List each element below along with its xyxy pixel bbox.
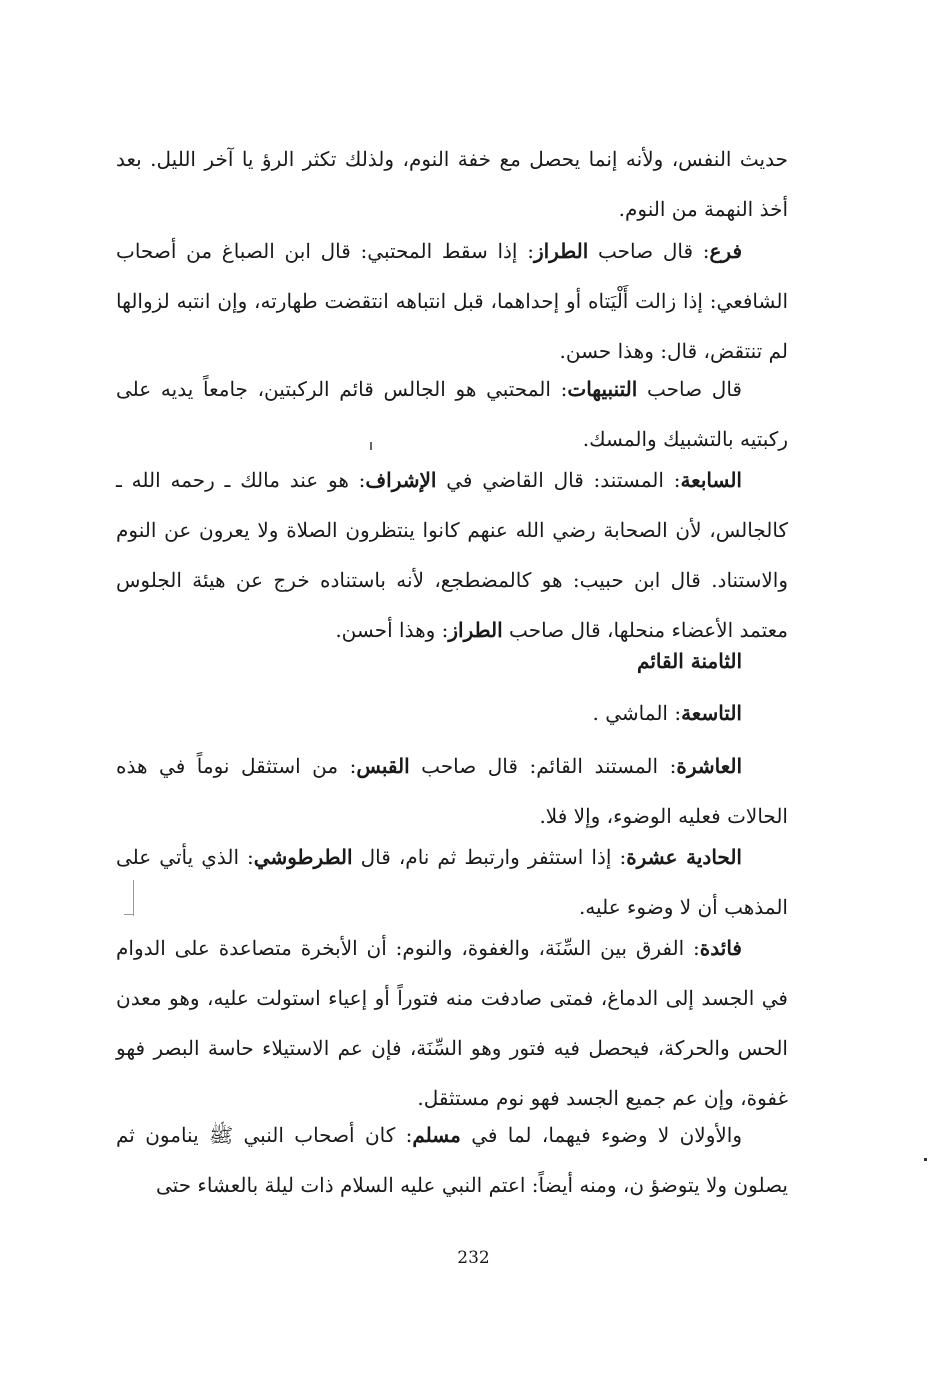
text-run: : وهذا أحسن. [335, 618, 449, 642]
scan-mark [133, 880, 134, 916]
text-run: : إذا استثفر وارتبط ثم نام، قال [352, 845, 627, 869]
text-run: : الذي يأتي على المذهب أن لا وضوء عليه. [116, 845, 788, 919]
paragraph [116, 226, 788, 376]
text-run: : المحتبي هو الجالس قائم الركبتين، جامعاً يديه على ركبتيه بالتشبيك والمسك. [116, 377, 788, 451]
book-title: القبس [356, 754, 410, 778]
scan-mark [124, 914, 134, 915]
body-text [116, 923, 788, 1123]
body-text [116, 364, 788, 464]
text-run: : قال صاحب [588, 239, 710, 263]
body-text [116, 636, 788, 686]
book-title: مسلم [412, 1123, 461, 1147]
body-text [116, 455, 788, 655]
text-run: : كان أصحاب النبي ﷺ ينامون ثم يصلون ولا يتوضؤ ن، ومنه أيضاً: اعتم النبي عليه السلام ذات ليلة بالعشاء حتى [116, 1123, 788, 1197]
text-run: : المستند: قال القاضي في [436, 468, 681, 492]
text-run: : هو عند مالك ـ رحمه الله ـ كالجالس، لأن الصحابة رضي الله عنهم كانوا ينتظرون الصلاة ولا يعرون عن النوم والاستناد. قال ابن حبيب: هو كالمضطجع، لأنه باستناده خرج عن هيئة الجلوس معتمد الأعضاء منحلها، قال صاحب [116, 468, 788, 642]
book-title: الطراز [533, 239, 589, 263]
body-text [116, 688, 788, 738]
paragraph [116, 364, 788, 464]
scan-mark [924, 1158, 927, 1161]
text-run: : الماشي . [592, 701, 682, 725]
body-text [116, 226, 788, 376]
body-text [116, 741, 788, 841]
author-name: الطرطوشي [253, 845, 353, 869]
text-run: حديث النفس، ولأنه إنما يحصل مع خفة النوم، ولذلك تكثر الرؤ يا آخر الليل. بعد أخذ النهمة من النوم. [116, 147, 788, 221]
term-far: فرع [709, 239, 743, 263]
section-heading: العاشرة [676, 754, 743, 778]
page-number: 232 [457, 1248, 490, 1268]
paragraph [116, 832, 788, 932]
text-run: : المستند القائم: قال صاحب [409, 754, 677, 778]
text-run: : من استثقل نوماً في هذه الحالات فعليه الوضوء، وإلا فلا. [116, 754, 788, 828]
body-text [116, 1110, 788, 1210]
scan-mark [370, 442, 372, 450]
text-run: قال صاحب [637, 377, 742, 401]
body-text [116, 134, 788, 234]
book-title: التنبيهات [567, 377, 638, 401]
paragraph [116, 1110, 788, 1210]
section-heading: فائدة [699, 936, 742, 960]
book-title: الإشراف [365, 468, 437, 492]
paragraph [116, 455, 788, 655]
section-heading: الحادية عشرة [626, 845, 742, 869]
section-heading: الثامنة القائم [637, 649, 742, 673]
paragraph [116, 923, 788, 1123]
body-text [116, 832, 788, 932]
paragraph [116, 688, 788, 738]
paragraph [116, 636, 788, 686]
book-title: الطراز [448, 618, 503, 642]
paragraph [116, 741, 788, 841]
section-heading: التاسعة [681, 701, 742, 725]
text-run: : الفرق بين السِّنَة، والغفوة، والنوم: أن الأبخرة متصاعدة على الدوام في الجسد إلى الدماغ، فمتى صادفت منه فتوراً أو إعياء استولت عليه، وهو معدن الحس والحركة، فيحصل فيه فتور وهو السِّنَة، فإن عم الاستيلاء حاسة البصر فهو غفوة، وإن عم جميع الجسد فهو نوم مستثقل. [116, 936, 788, 1110]
text-run: : إذا سقط المحتبي: قال ابن الصباغ من أصحاب الشافعي: إذا زالت أَلْيَتاه أو إحداهما، قبل انتباهه انتقضت طهارته، وإن انتبه لزوالها لم تنتقض، قال: وهذا حسن. [116, 239, 788, 363]
paragraph [116, 134, 788, 234]
section-heading: السابعة [680, 468, 742, 492]
text-run: والأولان لا وضوء فيهما، لما في [460, 1123, 742, 1147]
